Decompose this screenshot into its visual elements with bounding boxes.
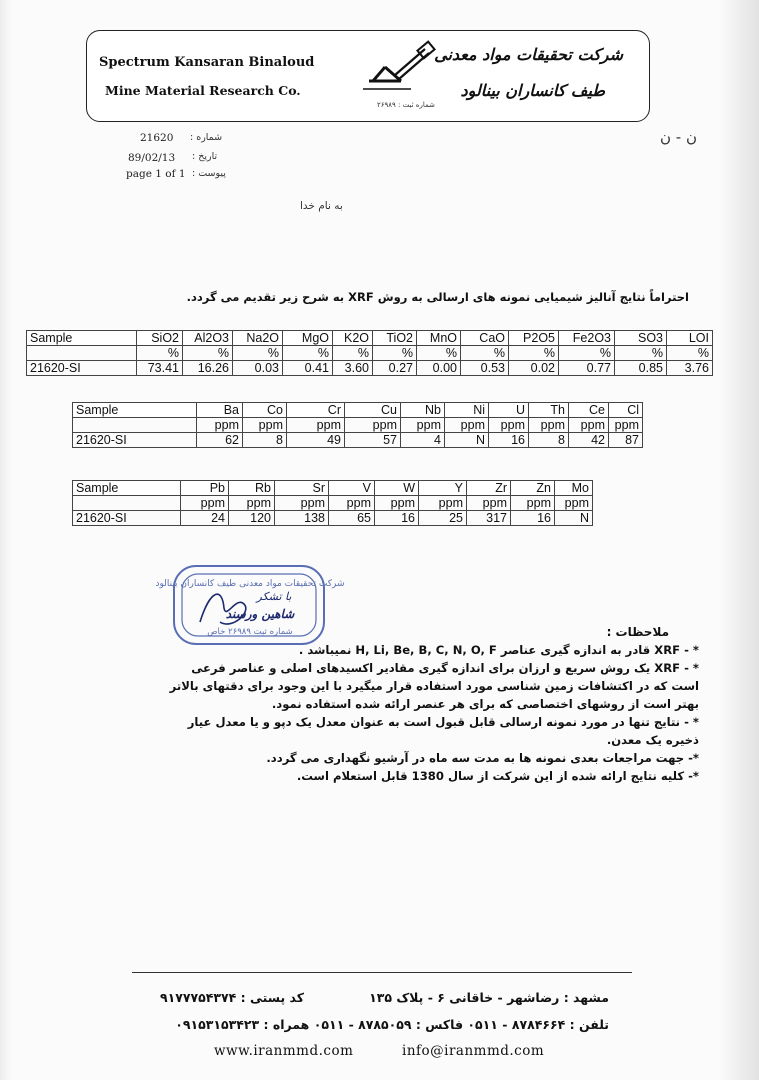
value-cell: 24 [181, 511, 229, 526]
column-header: Th [529, 403, 569, 418]
value-cell: 16.26 [183, 361, 233, 376]
oxide-results-table [26, 330, 713, 376]
intro-text: احتراماً نتایج آنالیز شیمیایی نمونه های ارسالی به روش XRF به شرح زیر تقدیم می گردد. [186, 290, 689, 304]
value-cell: 21620-SI [73, 511, 181, 526]
unit-cell: ppm [555, 496, 593, 511]
column-header: Zr [467, 481, 511, 496]
value-cell: 3.60 [333, 361, 373, 376]
table-units-row [73, 496, 593, 511]
value-cell: 16 [375, 511, 419, 526]
trace-elements-table-2 [72, 480, 593, 526]
column-header: Y [419, 481, 467, 496]
unit-cell: ppm [569, 418, 609, 433]
unit-cell: ppm [419, 496, 467, 511]
value-cell: 3.76 [667, 361, 713, 376]
stamp-registration-text: شماره ثبت ۲۶۹۸۹ خاص [207, 627, 293, 637]
footer-postal-code: کد پستی : ۹۱۷۷۷۵۴۳۷۴ [160, 990, 305, 1005]
column-header: TiO2 [373, 331, 417, 346]
unit-cell: ppm [329, 496, 375, 511]
unit-cell: % [373, 346, 417, 361]
value-cell: N [555, 511, 593, 526]
company-name-fa-1: شرکت تحقیقات مواد معدنی [434, 45, 623, 64]
value-cell: 87 [609, 433, 643, 448]
table-header-row [27, 331, 713, 346]
table-units-row [27, 346, 713, 361]
value-cell: 73.41 [137, 361, 183, 376]
column-header: Ba [197, 403, 243, 418]
unit-cell: % [233, 346, 283, 361]
column-header: Sample [73, 403, 197, 418]
page-count: page 1 of 1 [126, 168, 186, 180]
note-line: است که در اکتشافات زمین شناسی مورد استفاده قرار میگیرد با این وجود برای دقتهای بالاتر [169, 679, 699, 693]
unit-cell: % [137, 346, 183, 361]
value-cell: 4 [401, 433, 445, 448]
unit-cell: % [283, 346, 333, 361]
value-cell: 0.85 [615, 361, 667, 376]
column-header: Ni [445, 403, 489, 418]
value-cell: 16 [511, 511, 555, 526]
value-cell: 42 [569, 433, 609, 448]
column-header: Mo [555, 481, 593, 496]
column-header: CaO [461, 331, 509, 346]
unit-cell: ppm [609, 418, 643, 433]
note-line: *- کلیه نتایج ارائه شده از این شرکت از سال 1380 قابل استعلام است. [296, 769, 699, 783]
column-header: Cl [609, 403, 643, 418]
unit-cell: ppm [243, 418, 287, 433]
column-header: Sample [27, 331, 137, 346]
unit-cell: ppm [467, 496, 511, 511]
document-date-label: تاریخ : [192, 151, 218, 162]
value-cell: 62 [197, 433, 243, 448]
value-cell: 57 [345, 433, 401, 448]
table-row [73, 433, 643, 448]
column-header: Cr [287, 403, 345, 418]
unit-cell: ppm [445, 418, 489, 433]
column-header: Co [243, 403, 287, 418]
value-cell: 0.00 [417, 361, 461, 376]
unit-cell: % [183, 346, 233, 361]
unit-cell: ppm [181, 496, 229, 511]
column-header: Rb [229, 481, 275, 496]
value-cell: 65 [329, 511, 375, 526]
value-cell: 0.02 [509, 361, 559, 376]
salutation: به نام خدا [300, 200, 343, 212]
column-header: Sample [73, 481, 181, 496]
page-shadow-left [0, 0, 12, 1080]
stamp-thanks-text: با تشکر [256, 590, 292, 603]
column-header: V [329, 481, 375, 496]
value-cell: 0.41 [283, 361, 333, 376]
note-line: *- جهت مراجعات بعدی نمونه ها به مدت سه ماه در آرشیو نگهداری می گردد. [266, 751, 699, 765]
footer-phone: تلفن : ۸۷۸۴۶۶۴ - ۰۵۱۱ فاکس : ۸۷۸۵۰۵۹ - ۰۵۱۱ همراه : ۰۹۱۵۳۱۵۳۴۲۳ [175, 1017, 609, 1032]
table-header-row [73, 403, 643, 418]
note-line: * - XRF یک روش سریع و ارزان برای اندازه گیری مقادیر اکسیدهای اصلی و عناصر فرعی [191, 661, 699, 675]
value-cell: 25 [419, 511, 467, 526]
corner-mark: ن - ن [660, 128, 697, 146]
unit-cell: ppm [375, 496, 419, 511]
column-header: Na2O [233, 331, 283, 346]
signature-name: شاهین ورسند [225, 607, 295, 621]
column-header: SiO2 [137, 331, 183, 346]
column-header: P2O5 [509, 331, 559, 346]
unit-cell: ppm [511, 496, 555, 511]
column-header: K2O [333, 331, 373, 346]
column-header: MgO [283, 331, 333, 346]
unit-cell: ppm [401, 418, 445, 433]
unit-cell: ppm [275, 496, 329, 511]
table-header-row [73, 481, 593, 496]
value-cell: 0.53 [461, 361, 509, 376]
value-cell: 0.03 [233, 361, 283, 376]
column-header: LOI [667, 331, 713, 346]
value-cell: N [445, 433, 489, 448]
unit-cell: % [559, 346, 615, 361]
document-number-label: شماره : [190, 132, 223, 143]
letterhead [86, 30, 650, 122]
unit-cell [27, 346, 137, 361]
value-cell: 8 [529, 433, 569, 448]
value-cell: 0.27 [373, 361, 417, 376]
value-cell: 317 [467, 511, 511, 526]
unit-cell: ppm [529, 418, 569, 433]
unit-cell: % [509, 346, 559, 361]
unit-cell: % [417, 346, 461, 361]
trace-elements-table-1 [72, 402, 643, 448]
footer-website[interactable]: www.iranmmd.com [214, 1043, 354, 1059]
unit-cell: ppm [229, 496, 275, 511]
table-row [27, 361, 713, 376]
column-header: Fe2O3 [559, 331, 615, 346]
footer-email[interactable]: info@iranmmd.com [402, 1043, 545, 1059]
registration-number: شماره ثبت : ۲۶۹۸۹ [377, 101, 435, 109]
column-header: MnO [417, 331, 461, 346]
column-header: W [375, 481, 419, 496]
value-cell: 16 [489, 433, 529, 448]
document-date: 89/02/13 [128, 152, 176, 164]
value-cell: 138 [275, 511, 329, 526]
page-shadow-right [719, 0, 759, 1080]
value-cell: 120 [229, 511, 275, 526]
unit-cell [73, 418, 197, 433]
value-cell: 8 [243, 433, 287, 448]
company-name-en-2: Mine Material Research Co. [105, 83, 301, 98]
stamp-outer-text: شرکت تحقیقات مواد معدنی طیف کانساران بینالود [155, 579, 345, 589]
value-cell: 49 [287, 433, 345, 448]
value-cell: 0.77 [559, 361, 615, 376]
column-header: U [489, 403, 529, 418]
mine-cart-logo-icon [361, 43, 441, 101]
column-header: Al2O3 [183, 331, 233, 346]
unit-cell: ppm [197, 418, 243, 433]
footer-divider [132, 972, 632, 973]
table-units-row [73, 418, 643, 433]
document-number: 21620 [140, 132, 174, 144]
company-name-fa-2: طیف کانساران بینالود [460, 81, 605, 100]
column-header: Pb [181, 481, 229, 496]
column-header: SO3 [615, 331, 667, 346]
unit-cell: ppm [287, 418, 345, 433]
value-cell: 21620-SI [73, 433, 197, 448]
company-stamp [155, 560, 345, 650]
notes-title: ملاحظات : [606, 625, 669, 639]
table-row [73, 511, 593, 526]
unit-cell: ppm [345, 418, 401, 433]
note-line: ذخیره یک معدن. [606, 733, 699, 747]
column-header: Zn [511, 481, 555, 496]
note-line: * - XRF قادر به اندازه گیری عناصر H, Li, Be, B, C, N, O, F نمیباشد . [298, 643, 699, 657]
value-cell: 21620-SI [27, 361, 137, 376]
company-name-en-1: Spectrum Kansaran Binaloud [99, 55, 315, 70]
unit-cell: % [667, 346, 713, 361]
unit-cell: % [615, 346, 667, 361]
note-line: بهتر است از روشهای اختصاصی که برای هر عنصر ارائه شده استفاده نمود. [271, 697, 699, 711]
column-header: Ce [569, 403, 609, 418]
unit-cell: ppm [489, 418, 529, 433]
unit-cell: % [461, 346, 509, 361]
column-header: Sr [275, 481, 329, 496]
unit-cell [73, 496, 181, 511]
column-header: Cu [345, 403, 401, 418]
footer-address: مشهد : رضاشهر - خاقانی ۶ - پلاک ۱۳۵ [369, 990, 609, 1005]
note-line: * - نتایج تنها در مورد نمونه ارسالی قابل قبول است به عنوان معدل یک دپو و یا معدل عیار [187, 715, 699, 729]
column-header: Nb [401, 403, 445, 418]
unit-cell: % [333, 346, 373, 361]
attachment-label: پیوست : [192, 168, 226, 179]
